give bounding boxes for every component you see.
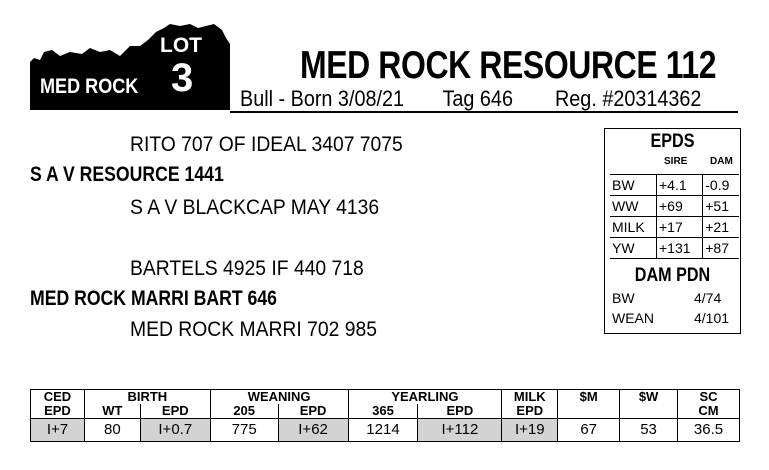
sire: S A V RESOURCE 1441 (30, 163, 224, 186)
group-header: CED (31, 390, 85, 405)
value-cell: 775 (210, 419, 278, 442)
dam-pdn-title: DAM PDN (634, 265, 711, 286)
value-cell: I+62 (278, 419, 348, 442)
pdn-label: BW (612, 290, 635, 306)
logo-text: MED ROCK (40, 75, 139, 98)
value-cell: I+19 (502, 419, 558, 442)
value-cell: 36.5 (678, 419, 740, 442)
sub-header: EPD (278, 404, 348, 419)
value-cell: I+0.7 (140, 419, 210, 442)
epd-row (610, 175, 739, 196)
epd-dam-value: +51 (703, 196, 739, 217)
epd-row (610, 196, 739, 217)
group-header: YEARLING (348, 390, 502, 405)
group-header: SC (678, 390, 740, 405)
epd-sire-value: +131 (657, 238, 703, 259)
dam: MED ROCK MARRI BART 646 (30, 287, 277, 310)
group-header: $W (620, 390, 678, 419)
sub-header: EPD (502, 404, 558, 419)
lot-number: 3 (171, 56, 194, 100)
value-cell: I+7 (31, 419, 85, 442)
dam-sire: BARTELS 4925 IF 440 718 (130, 257, 364, 280)
pdn-value: 4/74 (694, 290, 722, 306)
values-row (31, 419, 740, 442)
group-header: BIRTH (84, 390, 210, 405)
group-header: MILK (502, 390, 558, 405)
epd-row (610, 238, 739, 259)
sub-header: EPD (418, 404, 502, 419)
value-cell: I+112 (418, 419, 502, 442)
epd-dam-value: +87 (703, 238, 739, 259)
epd-label: MILK (610, 217, 657, 238)
sub-header: 365 (348, 404, 418, 419)
epd-sire-value: +69 (657, 196, 703, 217)
value-cell: 80 (84, 419, 140, 442)
epd-row (610, 217, 739, 238)
value-cell: 1214 (348, 419, 418, 442)
group-header: $M (558, 390, 620, 419)
group-header: WEANING (210, 390, 348, 405)
lot-label: LOT (160, 34, 202, 57)
epd-col-sire: SIRE (664, 156, 688, 167)
epd-table (610, 174, 739, 259)
epd-label: WW (610, 196, 657, 217)
epd-sire-value: +4.1 (657, 175, 703, 196)
sire-dam: S A V BLACKCAP MAY 4136 (130, 196, 380, 219)
pdn-value: 4/101 (694, 310, 730, 326)
sub-header: 205 (210, 404, 278, 419)
epd-label: YW (610, 238, 657, 259)
sub-header: EPD (140, 404, 210, 419)
epd-title: EPDS (650, 131, 695, 152)
group-header-row (31, 390, 740, 405)
sire-sire: RITO 707 OF IDEAL 3407 7075 (130, 133, 403, 156)
dam-dam: MED ROCK MARRI 702 985 (130, 318, 377, 341)
epd-dam-value: -0.9 (703, 175, 739, 196)
registration-info: Reg. #20314362 (555, 86, 702, 111)
pdn-label: WEAN (612, 310, 654, 326)
animal-name: MED ROCK RESOURCE 112 (300, 44, 717, 87)
sub-header: CM (678, 404, 740, 419)
title-divider (230, 111, 738, 113)
sub-header: WT (84, 404, 140, 419)
epd-sire-value: +17 (657, 217, 703, 238)
tag-info: Tag 646 (442, 86, 513, 111)
born-info: Bull - Born 3/08/21 (240, 86, 405, 111)
epd-col-dam: DAM (710, 156, 733, 167)
value-cell: 67 (558, 419, 620, 442)
animal-details (240, 86, 701, 112)
epd-dam-value: +21 (703, 217, 739, 238)
sub-header: EPD (31, 404, 85, 419)
performance-table (30, 389, 740, 442)
value-cell: 53 (620, 419, 678, 442)
epd-label: BW (610, 175, 657, 196)
